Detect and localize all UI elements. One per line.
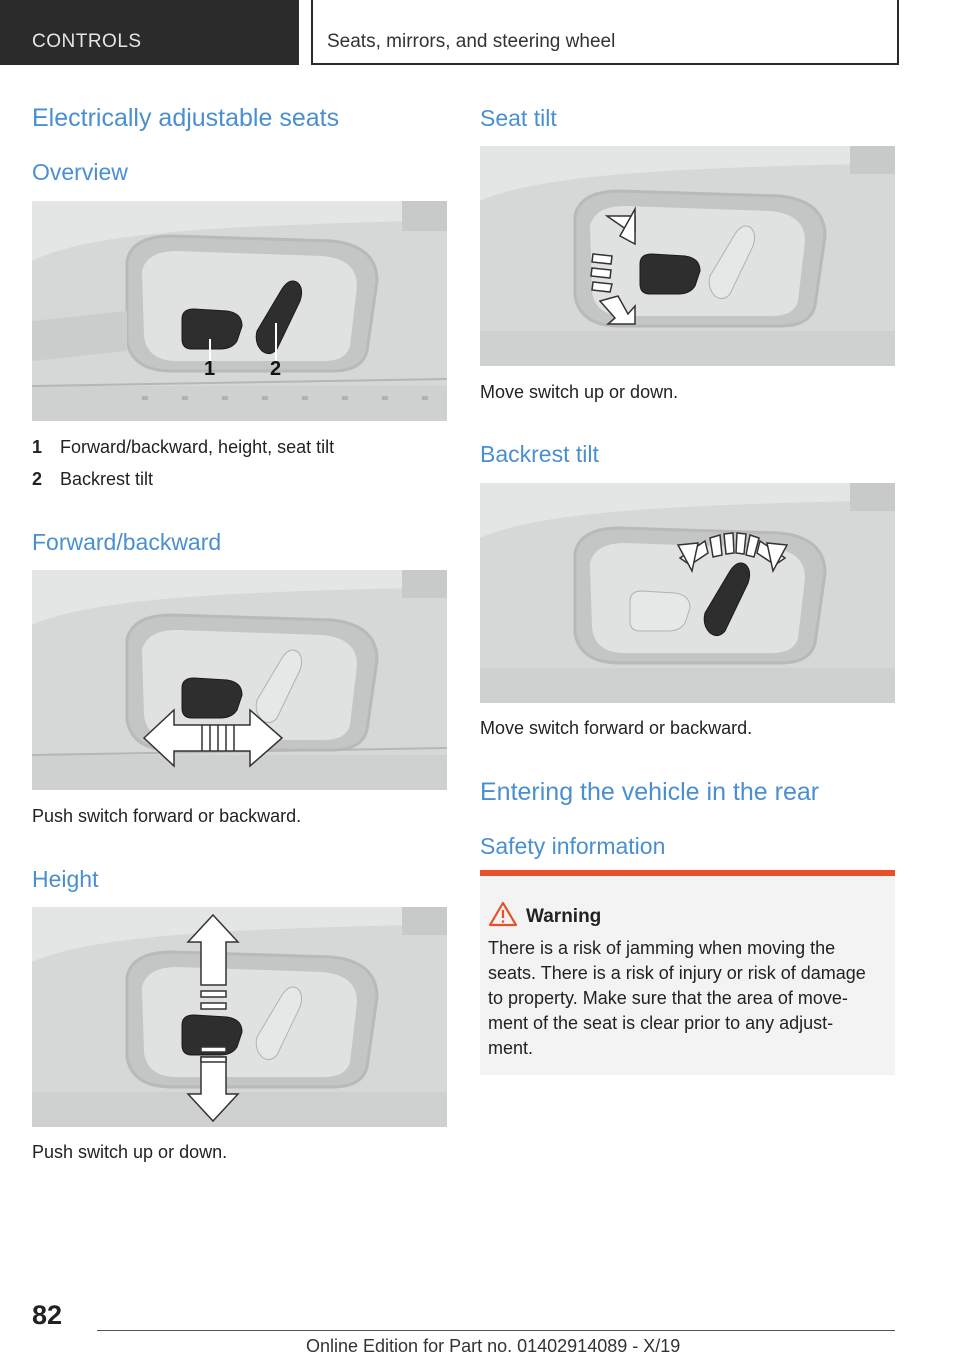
forward-backward-caption: Push switch forward or backward. (32, 806, 302, 826)
overview-heading: Overview (32, 159, 128, 185)
callout-1: 1 (204, 358, 216, 380)
warning-text (488, 936, 883, 1061)
backrest-tilt-heading: Backrest tilt (480, 441, 599, 467)
legend-number: 2 (32, 469, 43, 489)
warning-line: There is a risk of jamming when moving the (488, 938, 836, 958)
legend-number: 1 (32, 437, 43, 457)
header-section-label: CONTROLS (32, 31, 142, 52)
legend-item (32, 469, 153, 490)
header-chapter-box (311, 0, 899, 65)
rear-entry-title: Entering the vehicle in the rear (480, 778, 820, 806)
warning-line: ment of the seat is clear prior to any adjust- (488, 1013, 834, 1033)
height-heading: Height (32, 866, 99, 892)
footer-edition: Online Edition for Part no. 01402914089 - X/19 (306, 1336, 681, 1356)
header-section-tab (0, 0, 299, 65)
backrest-tilt-caption: Move switch forward or backward. (480, 718, 753, 738)
warning-title: Warning (526, 906, 602, 927)
footer-divider (97, 1330, 895, 1331)
height-caption: Push switch up or down. (32, 1142, 228, 1162)
seat-tilt-caption: Move switch up or down. (480, 382, 679, 402)
warning-triangle-icon (488, 900, 518, 933)
section-title: Electrically adjustable seats (32, 104, 340, 132)
page-number: 82 (32, 1300, 63, 1330)
forward-backward-figure (32, 570, 447, 790)
forward-backward-heading: Forward/backward (32, 529, 222, 555)
legend-text: Forward/backward, height, seat tilt (60, 437, 335, 457)
overview-figure (32, 201, 447, 421)
height-figure (32, 907, 447, 1127)
seat-tilt-heading: Seat tilt (480, 105, 557, 131)
warning-box (480, 870, 895, 1075)
backrest-tilt-figure (480, 483, 895, 703)
warning-line: to property. Make sure that the area of move- (488, 988, 848, 1008)
safety-info-heading: Safety information (480, 833, 666, 859)
header-chapter-label: Seats, mirrors, and steering wheel (327, 31, 616, 52)
warning-line: seats. There is a risk of injury or risk of damage (488, 963, 866, 983)
legend-text: Backrest tilt (60, 469, 154, 489)
warning-line: ment. (488, 1038, 534, 1058)
seat-tilt-figure (480, 146, 895, 366)
callout-2: 2 (270, 358, 282, 380)
legend-item (32, 437, 334, 458)
